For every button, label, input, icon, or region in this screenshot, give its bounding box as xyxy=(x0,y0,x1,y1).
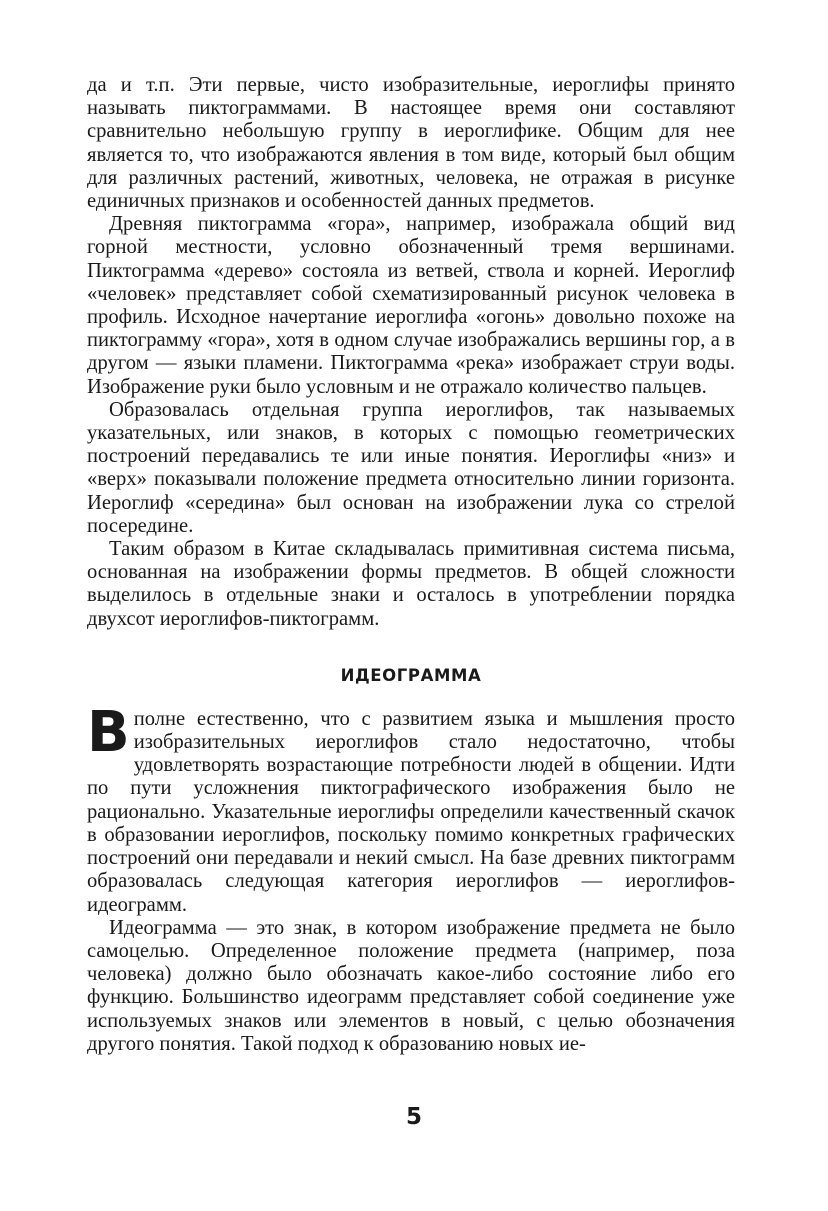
paragraph-ancient-pictograms: Древняя пиктограмма «гора», например, изображала общий вид горной местности, условно обозначенный тремя вершинами. Пиктограмма «дерево» состояла из ветвей, ствола и корней. Иероглиф «человек» представляет собой схематизированный рисунок человека в профиль. Исходное начертание иероглифа «огонь» довольно похоже на пиктограмму «гора», хотя в одном случае изображались вершины гор, а в другом — языки пламени. Пиктограмма «река» изображает струи воды. Изображение руки было условным и не отражало количество пальцев. xyxy=(87,213,735,398)
page-body xyxy=(87,74,735,1056)
paragraph-ideogram-intro xyxy=(87,699,735,917)
page-number: 5 xyxy=(405,1104,422,1130)
drop-cap: В xyxy=(87,699,130,765)
paragraph-writing-system: Таким образом в Китае складывалась примитивная система письма, основанная на изображении формы предметов. В общей сложности выделилось в отдельные знаки и осталось в употреблении порядка двухсот иероглифов-пиктограмм. xyxy=(87,538,735,630)
section-heading: ИДЕОГРАММА xyxy=(340,665,482,685)
paragraph-ideogram-intro-text: полне естественно, что с развитием языка и мышления просто изобразительных иероглифов стало недостаточно, чтобы удовлетворять возрастающие потребности людей в общении. Идти по пути усложнения пиктографического изображения было не рационально. Указательные иероглифы определили качественный скачок в образовании иероглифов, поскольку помимо конкретных графических построений они передавали и некий смысл. На базе древних пиктограмм образовалась следующая категория иероглифов — иероглифов-идеограмм. xyxy=(87,707,735,916)
paragraph-indicative-signs: Образовалась отдельная группа иероглифов, так называемых указательных, или знаков, в которых с помощью геометрических построений передавались те или иные понятия. Иероглифы «низ» и «верх» показывали положение предмета относительно линии горизонта. Иероглиф «середина» был основан на изображении лука со стрелой посередине. xyxy=(87,398,735,537)
paragraph-ideogram-definition: Идеограмма — это знак, в котором изображение предмета не было самоцелью. Определенное положение предмета (например, поза человека) должно было обозначать какое-либо состояние либо его функцию. Большинство идеограмм представляет собой соединение уже используемых знаков или элементов в новый, с целью обозначения другого понятия. Такой подход к образованию новых ие- xyxy=(87,916,735,1055)
paragraph-pictograms-intro: да и т.п. Эти первые, чисто изобразительные, иероглифы принято называть пиктограммами. В настоящее время они составляют сравнительно небольшую группу в иероглифике. Общим для нее является то, что изображаются явления в том виде, который был общим для различных растений, животных, человека, не отражая в рисунке единичных признаков и особенностей данных предметов. xyxy=(87,74,735,213)
